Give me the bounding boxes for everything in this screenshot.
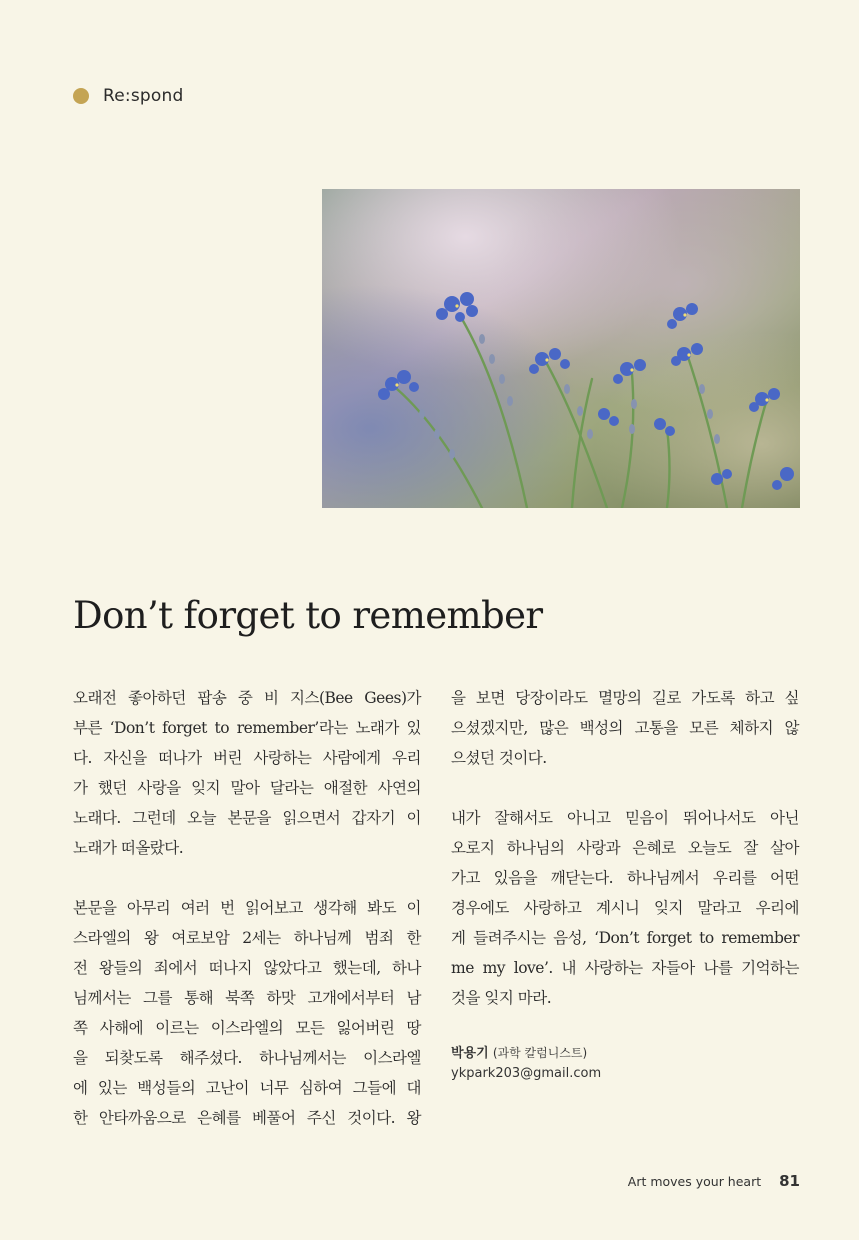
text-line: 경우에도 사랑하고 계시니 잊지 말라고 우리에 [451, 899, 799, 917]
text-line: 에 있는 백성들의 고난이 너무 심하여 그들에 대 [73, 1079, 421, 1097]
text-line: 님께서는 그를 통해 북쪽 하맛 고개에서부터 남 [73, 989, 421, 1007]
text-line: 을 보면 당장이라도 멸망의 길로 가도록 하고 싶 [451, 689, 799, 707]
section-dot-icon [73, 88, 89, 104]
text-line: 노래다. 그런데 오늘 본문을 읽으면서 갑자기 이 [73, 809, 421, 827]
author-email: ykpark203@gmail.com [451, 1066, 602, 1081]
paragraph [451, 803, 799, 1013]
section-tag [73, 86, 183, 106]
article-column-right [451, 683, 799, 1084]
text-line: 으셨겠지만, 많은 백성의 고통을 모른 체하지 않 [451, 719, 799, 737]
text-line: 오래전 좋아하던 팝송 중 비 지스(Bee Gees)가 [73, 689, 421, 707]
paragraph [451, 683, 799, 773]
forget-me-not-photo [322, 189, 800, 508]
text-line: 을 되찾도록 해주셨다. 하나님께서는 이스라엘 [73, 1049, 421, 1067]
author-name: 박용기 [451, 1046, 489, 1061]
text-line: 내가 잘해서도 아니고 믿음이 뛰어나서도 아닌 [451, 809, 799, 827]
page-footer [628, 1172, 800, 1190]
text-line: 오로지 하나님의 사랑과 은혜로 오늘도 잘 살아 [451, 839, 799, 857]
paragraph [73, 893, 421, 1133]
section-label: Re:spond [103, 86, 184, 106]
text-line: 부른 ‘Don’t forget to remember’라는 노래가 있 [73, 719, 421, 737]
article-title: Don’t forget to remember [73, 594, 543, 637]
text-line: 한 안타까움으로 은혜를 베풀어 주신 것이다. 왕 [73, 1109, 421, 1127]
page-number: 81 [779, 1172, 800, 1190]
text-line: 노래가 떠올랐다. [73, 839, 184, 857]
text-line: me my love’. 내 사랑하는 자들아 나를 기억하는 [451, 959, 799, 977]
author-role: (과학 칼럼니스트) [492, 1046, 588, 1060]
text-line: 본문을 아무리 여러 번 읽어보고 생각해 봐도 이 [73, 899, 421, 917]
paragraph [73, 683, 421, 863]
text-line: 가고 있음을 깨닫는다. 하나님께서 우리를 어떤 [451, 869, 799, 887]
author-byline [451, 1043, 799, 1084]
article-column-left [73, 683, 421, 1163]
text-line: 게 들려주시는 음성, ‘Don’t forget to remember [451, 929, 799, 947]
text-line: 전 왕들의 죄에서 떠나지 않았다고 했는데, 하나 [73, 959, 421, 977]
text-line: 것을 잊지 마라. [451, 989, 552, 1007]
text-line: 쪽 사해에 이르는 이스라엘의 모든 잃어버린 땅 [73, 1019, 421, 1037]
text-line: 가 했던 사랑을 잊지 말아 달라는 애절한 사연의 [73, 779, 421, 797]
footer-slogan: Art moves your heart [627, 1174, 762, 1189]
text-line: 다. 자신을 떠나가 버린 사랑하는 사람에게 우리 [73, 749, 421, 767]
text-line: 스라엘의 왕 여로보암 2세는 하나님께 범죄 한 [73, 929, 421, 947]
text-line: 으셨던 것이다. [451, 749, 547, 767]
